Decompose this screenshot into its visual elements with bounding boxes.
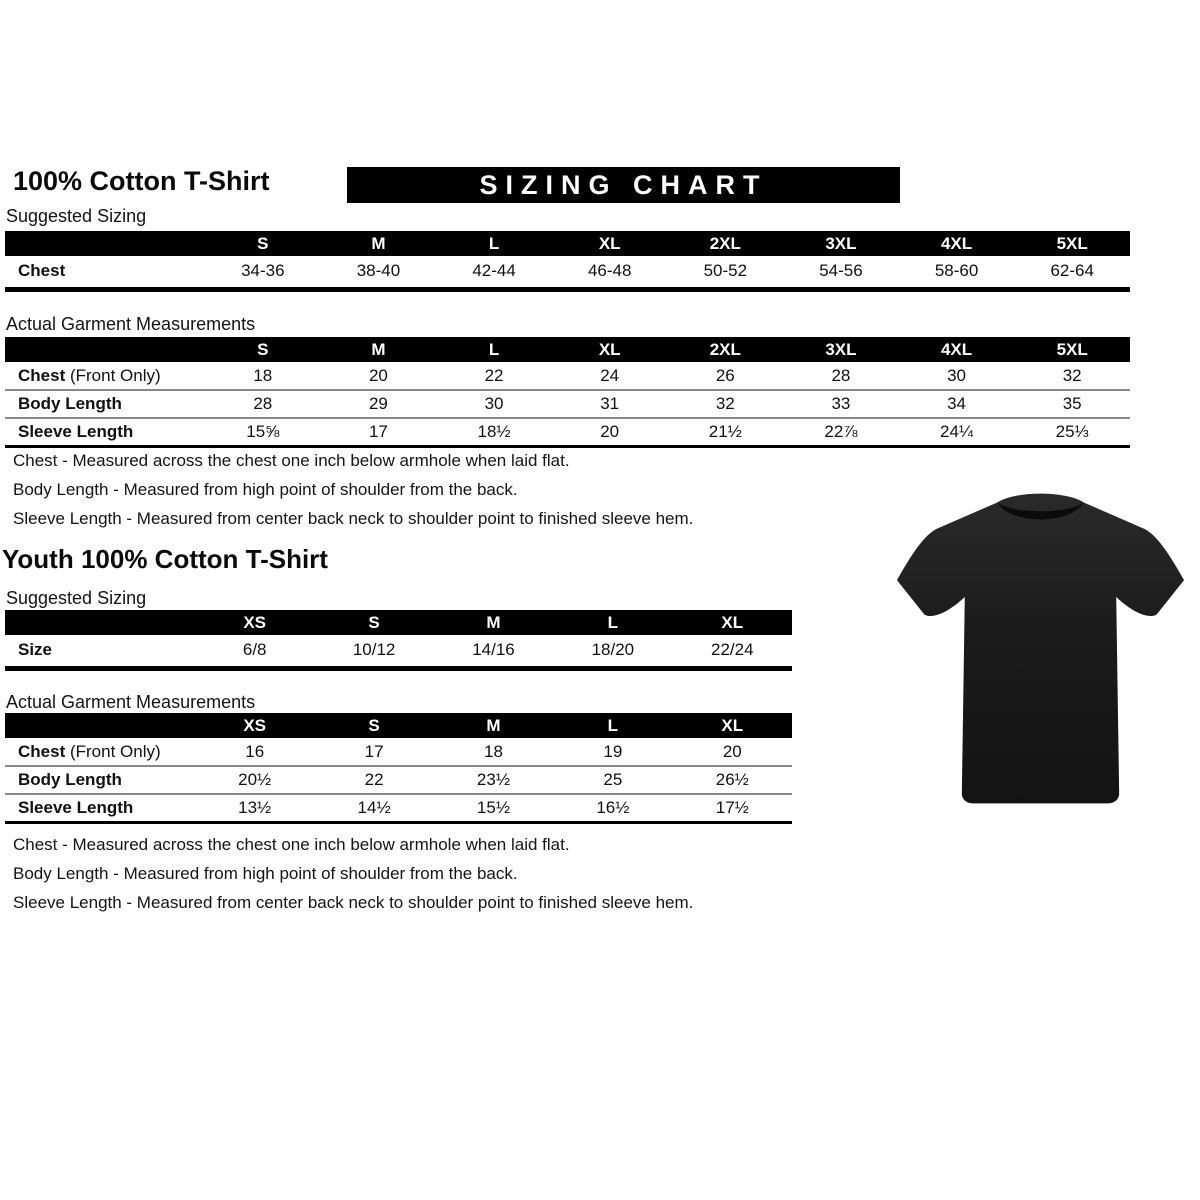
table-header-row (5, 231, 1130, 256)
size-col-header: 2XL (668, 337, 784, 362)
table-row (5, 256, 1130, 289)
size-value: 24 (600, 365, 620, 385)
size-value: 32 (715, 394, 735, 413)
size-value: 35 (1062, 394, 1082, 413)
adult-garment-measurements-label: Actual Garment Measurements (6, 314, 256, 334)
size-value: 26 (715, 365, 735, 385)
size-value: 34 (947, 394, 967, 413)
size-value: 21½ (708, 421, 742, 441)
adult-garment-measurements-table (5, 337, 1130, 448)
size-col-header: 2XL (668, 231, 784, 256)
size-col-header: 4XL (899, 231, 1015, 256)
adult-suggested-sizing-table (5, 231, 1130, 292)
row-label (5, 390, 205, 418)
corner-cell (5, 610, 195, 635)
size-value: 15⅝ (246, 421, 280, 441)
size-col-header: L (436, 231, 552, 256)
size-value: 33 (831, 394, 851, 413)
table-row (5, 738, 792, 766)
table-row (5, 390, 1130, 418)
size-value: 58-60 (934, 261, 979, 281)
size-col-header: S (314, 713, 433, 738)
size-value: 46-48 (587, 261, 632, 281)
adult-measurement-notes (13, 451, 693, 538)
row-label (5, 418, 205, 446)
youth-title: Youth 100% Cotton T-Shirt (2, 544, 328, 574)
table-row (5, 766, 792, 794)
row-label (5, 362, 205, 390)
size-value: 31 (600, 394, 620, 413)
size-value: 20½ (238, 770, 272, 789)
note-line: Chest - Measured across the chest one inch below armhole when laid flat. (13, 835, 570, 854)
size-col-header: XL (673, 610, 792, 635)
size-col-header: 5XL (1014, 337, 1130, 362)
size-value: 28 (253, 394, 273, 413)
measurement-name: Chest (18, 365, 66, 385)
size-value: 29 (368, 394, 388, 413)
measurement-name: Size (18, 640, 53, 660)
size-col-header: L (436, 337, 552, 362)
size-col-header: M (321, 231, 437, 256)
table-row (5, 362, 1130, 390)
size-value: 42-44 (472, 261, 516, 281)
tshirt-body (897, 494, 1184, 804)
table-header-row (5, 713, 792, 738)
size-col-header: S (205, 231, 321, 256)
row-label (5, 256, 205, 289)
size-value: 22 (364, 770, 384, 789)
size-value: 25 (603, 770, 623, 789)
table-header-row (5, 610, 792, 635)
size-value: 30 (484, 394, 504, 413)
size-col-header: 5XL (1014, 231, 1130, 256)
size-value: 18/20 (591, 640, 635, 660)
measurement-name: Sleeve Length (18, 797, 134, 817)
size-col-header: XL (552, 231, 668, 256)
corner-cell (5, 337, 205, 362)
youth-garment-measurements-table (5, 713, 792, 824)
note-line: Body Length - Measured from high point of shoulder from the back. (13, 864, 518, 883)
adult-suggested-sizing-label: Suggested Sizing (6, 206, 147, 226)
size-value: 6/8 (242, 640, 267, 660)
size-value: 22 (484, 365, 504, 385)
size-value: 38-40 (356, 261, 401, 281)
table-row (5, 794, 792, 822)
size-col-header: M (434, 610, 553, 635)
size-value: 14/16 (472, 640, 515, 660)
row-label (5, 794, 195, 822)
size-value: 22/24 (711, 640, 754, 660)
size-value: 19 (603, 741, 623, 761)
size-value: 28 (831, 365, 851, 385)
row-label (5, 738, 195, 766)
size-value: 30 (947, 365, 967, 385)
measurement-name: Sleeve Length (18, 421, 134, 441)
youth-suggested-sizing-label: Suggested Sizing (6, 588, 147, 608)
size-col-header: 4XL (899, 337, 1015, 362)
youth-garment-measurements-label: Actual Garment Measurements (6, 692, 256, 712)
size-value: 62-64 (1050, 261, 1094, 281)
tshirt-image (893, 478, 1188, 818)
size-col-header: XL (673, 713, 792, 738)
youth-measurement-notes (13, 835, 693, 922)
size-value: 22⅞ (824, 421, 858, 441)
row-label (5, 635, 195, 668)
size-col-header: XL (552, 337, 668, 362)
size-value: 14½ (357, 797, 391, 817)
size-col-header: 3XL (783, 337, 899, 362)
note-line: Body Length - Measured from high point of shoulder from the back. (13, 480, 518, 499)
size-value: 18 (253, 365, 273, 385)
table-row (5, 635, 792, 668)
size-value: 20 (368, 365, 388, 385)
sizing-chart-banner: SIZING CHART (347, 167, 900, 203)
size-col-header: 3XL (783, 231, 899, 256)
size-value: 54-56 (819, 261, 863, 281)
table-header-row (5, 337, 1130, 362)
size-value: 24¼ (940, 421, 974, 441)
size-value: 20 (600, 421, 620, 441)
size-value: 25⅓ (1055, 421, 1089, 441)
page-title: 100% Cotton T-Shirt (13, 166, 270, 196)
size-value: 16½ (596, 797, 630, 817)
measurement-name: Body Length (18, 394, 122, 413)
corner-cell (5, 231, 205, 256)
size-value: 15½ (476, 797, 511, 817)
note-line: Sleeve Length - Measured from center back neck to shoulder point to finished sleeve hem. (13, 509, 694, 528)
size-value: 32 (1062, 365, 1082, 385)
size-value: 17 (364, 741, 384, 761)
youth-suggested-sizing-table (5, 610, 792, 671)
size-col-header: XS (195, 713, 314, 738)
table-row (5, 418, 1130, 446)
size-value: 18½ (477, 421, 511, 441)
size-col-header: L (553, 713, 672, 738)
size-value: 18 (484, 741, 503, 761)
measurement-note: (Front Only) (65, 741, 161, 761)
size-col-header: S (314, 610, 433, 635)
size-value: 13½ (238, 797, 272, 817)
corner-cell (5, 713, 195, 738)
measurement-name: Body Length (18, 770, 122, 789)
size-value: 50-52 (703, 261, 748, 281)
size-col-header: XS (195, 610, 314, 635)
row-label (5, 766, 195, 794)
size-value: 20 (722, 741, 742, 761)
size-col-header: M (321, 337, 437, 362)
size-value: 10/12 (352, 640, 396, 660)
size-value: 16 (245, 741, 265, 761)
measurement-name: Chest (18, 261, 66, 281)
measurement-name: Chest (18, 741, 66, 761)
note-line: Chest - Measured across the chest one inch below armhole when laid flat. (13, 451, 570, 470)
size-value: 34-36 (241, 261, 285, 281)
size-col-header: M (434, 713, 553, 738)
size-col-header: L (553, 610, 672, 635)
size-value: 17 (368, 421, 388, 441)
size-value: 26½ (715, 770, 749, 789)
note-line: Sleeve Length - Measured from center back neck to shoulder point to finished sleeve hem. (13, 893, 694, 912)
size-value: 17½ (715, 797, 749, 817)
size-col-header: S (205, 337, 321, 362)
size-value: 23½ (476, 770, 511, 789)
measurement-note: (Front Only) (65, 365, 161, 385)
